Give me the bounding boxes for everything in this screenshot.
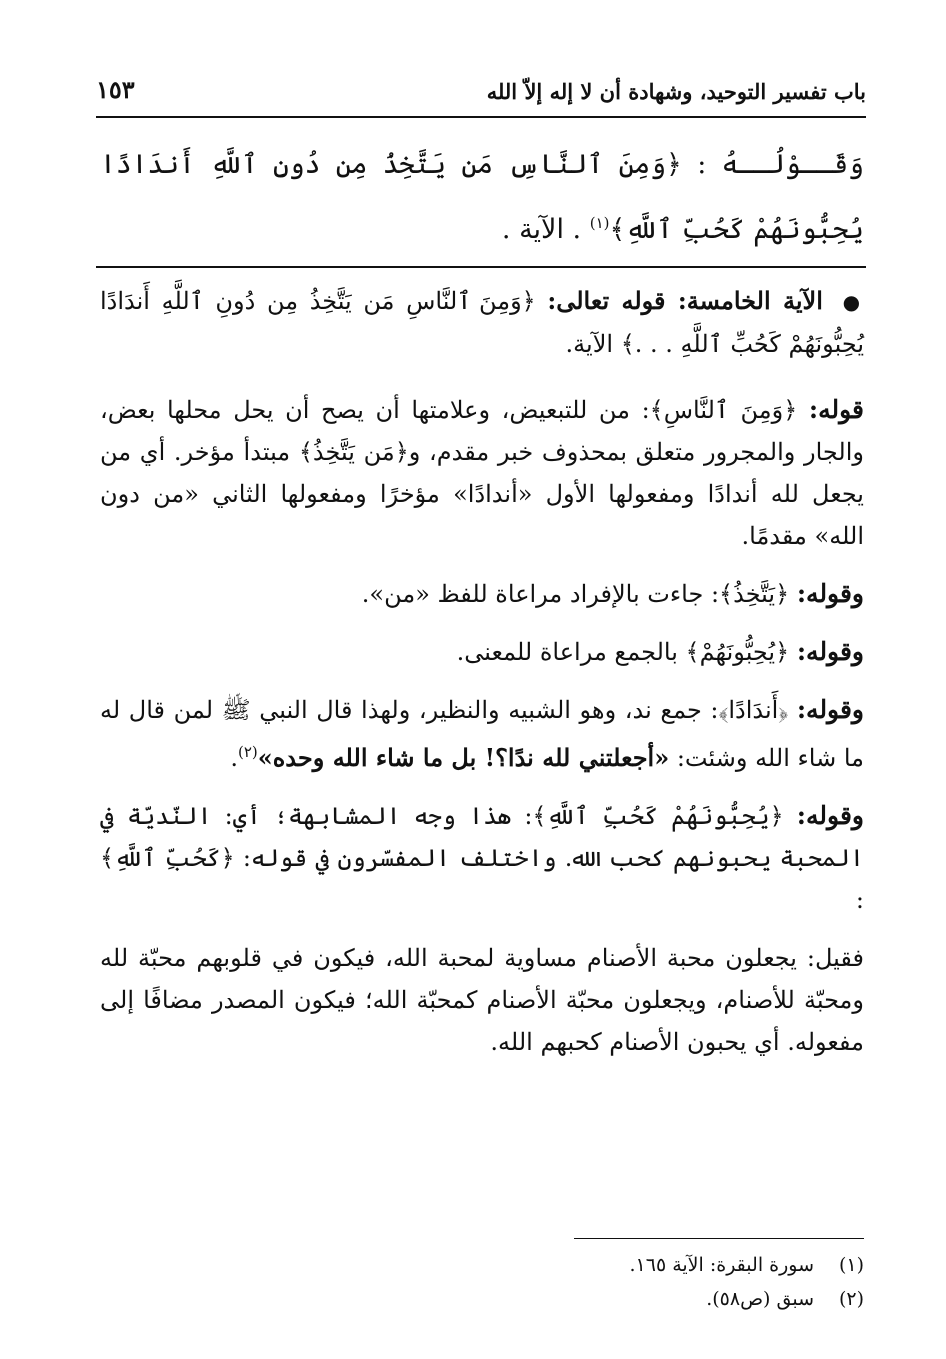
footnote-text: سبق (ص٥٨).	[706, 1288, 814, 1310]
quote-ayah: ﴿وَمِنَ ٱلنَّاسِ مَن يَتَّخِذُ مِن دُونِ ٱللَّهِ أَندَادًا يُحِبُّونَهُمْ كَحُبِّ ٱللَّهِ﴾	[100, 149, 864, 245]
p1-ayah: ﴿وَمِنَ ٱلنَّاسِ﴾	[649, 396, 798, 424]
footnote-number: (٢)	[838, 1288, 864, 1310]
p1-lead: قوله:	[808, 395, 864, 424]
footnote-item	[100, 1248, 864, 1282]
page-number: ١٥٣	[96, 75, 135, 104]
footnote-ref-1[interactable]: (١)	[589, 214, 610, 232]
quote-rule	[96, 266, 866, 268]
paragraph-3	[100, 631, 864, 673]
p2-text: : جاءت بالإفراد مراعاة للفظ «من».	[361, 580, 720, 608]
footnotes	[100, 1248, 864, 1316]
p4-lead: وقوله:	[796, 695, 864, 724]
footnote-ref-2[interactable]: (٢)	[237, 743, 258, 761]
paragraph-6	[100, 937, 864, 1063]
p2-ayah: ﴿يَتَّخِذُ﴾	[719, 580, 790, 608]
p4-text: : جمع ند، وهو الشبيه والنظير، ولهذا قال النبي ﷺ لمن قال له ما شاء الله وشئت:	[100, 696, 864, 772]
section-ayah: ﴿وَمِنَ ٱلنَّاسِ مَن يَتَّخِذُ مِن دُونِ ٱللَّهِ أَندَادًا يُحِبُّونَهُمْ كَحُبِّ ٱللَّهِ . . .﴾	[100, 287, 864, 358]
p5-lead: وقوله:	[796, 801, 864, 830]
page-header	[96, 52, 866, 104]
header-rule	[96, 116, 866, 118]
p5-end: :	[855, 886, 864, 914]
p3-ayah: ﴿يُحِبُّونَهُمْ﴾	[685, 638, 790, 666]
commentary-body	[100, 280, 864, 1079]
p2-lead: وقوله:	[796, 579, 864, 608]
p6-text: فقيل: يجعلون محبة الأصنام مساوية لمحبة الله، فيكون في قلوبهم محبّة لله ومحبّة للأصنام، ويجعلون محبّة الأصنام كمحبّة الله؛ فيكون المصدر مضافًا إلى مفعوله. أي يحبون الأصنام كحبهم الله.	[100, 944, 865, 1056]
footnote-number: (١)	[838, 1254, 864, 1276]
quoted-verse	[100, 136, 864, 259]
quote-tail: . الآية .	[501, 214, 582, 245]
section-tail: الآية.	[565, 330, 614, 358]
footnote-rule	[574, 1238, 864, 1239]
paragraph-4	[100, 689, 864, 779]
p4-ayah: ﴿أَندَادًا﴾	[718, 696, 789, 724]
paragraph-5	[100, 795, 864, 921]
p4-hadith: «أجعلتني لله ندًا؟! بل ما شاء الله وحده»	[257, 743, 670, 772]
paragraph-2	[100, 573, 864, 615]
footnote-item	[100, 1282, 864, 1316]
section-heading	[100, 280, 864, 365]
p3-lead: وقوله:	[796, 637, 864, 666]
p3-text: بالجمع مراعاة للمعنى.	[456, 638, 678, 666]
p5-ayah-2: ﴿كَحُبِّ ٱللَّهِ﴾	[100, 844, 235, 872]
footnote-text: سورة البقرة: الآية ١٦٥.	[629, 1254, 814, 1276]
p5-text: : هذا وجه المشابهة؛ أي: النّديّة في المحبة يحبونهم كحب الله. واختلف المفسّرون في قوله:	[100, 802, 864, 872]
quote-intro: وَقَــوْلُــهُ :	[697, 149, 865, 180]
p5-ayah: ﴿يُحِبُّونَهُمْ كَحُبِّ ٱللَّهِ﴾	[532, 802, 784, 830]
paragraph-1	[100, 389, 864, 557]
section-title: الآية الخامسة: قوله تعالى:	[547, 286, 823, 315]
running-title: باب تفسير التوحيد، وشهادة أن لا إله إلاّ الله	[486, 79, 866, 104]
bullet-icon: ●	[842, 290, 865, 314]
p4-end: .	[230, 744, 238, 772]
p1-text: : من للتبعيض، وعلامتها أن يصح أن يحل محلها بعض، والجار والمجرور متعلق بمحذوف خبر مقدم، و﴿مَن يَتَّخِذُ﴾ مبتدأ مؤخر. أي من يجعل لله أندادًا ومفعولها الأول «أندادًا» مؤخرًا ومفعولها الثاني «من دون الله» مقدمًا.	[100, 396, 864, 550]
